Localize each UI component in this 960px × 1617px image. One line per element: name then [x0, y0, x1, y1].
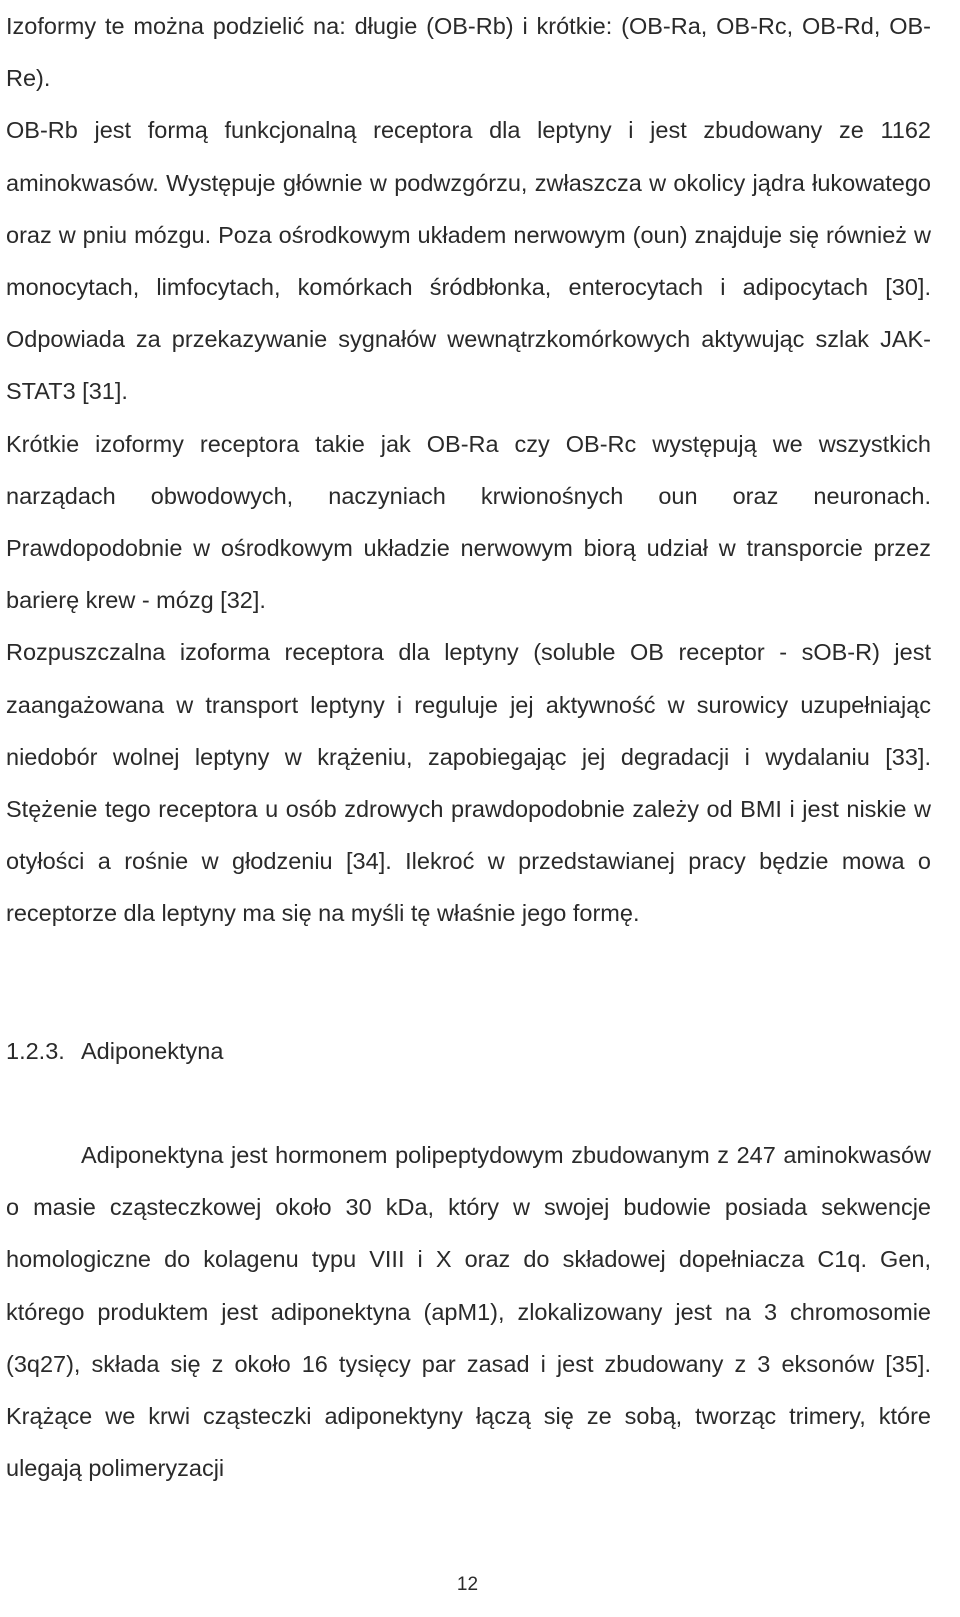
page-number: 12 [456, 1574, 479, 1595]
section-heading [6, 1025, 223, 1077]
paragraph-izoformy: Izoformy te można podzielić na: długie (OB-Rb) i krótkie: (OB-Ra, OB-Rc, OB-Rd, OB-Re). [6, 13, 931, 92]
paragraph-ob-rb: OB-Rb jest formą funkcjonalną receptora dla leptyny i jest zbudowany ze 1162 aminokwasów. Występuje głównie w podwzgórzu, zwłaszcza w okolicy jądra łukowatego oraz w pniu mózgu. Poza ośrodkowym układem nerwowym (oun) znajduje się również w monocytach, limfocytach, komórkach śródbłonka, enterocytach i adipocytach [30]. Odpowiada za przekazywanie sygnałów wewnątrzkomórkowych aktywując szlak JAK-STAT3 [31]. [6, 117, 931, 405]
paragraph-soluble-receptor: Rozpuszczalna izoforma receptora dla leptyny (soluble OB receptor - sOB-R) jest zaangażowana w transport leptyny i reguluje jej aktywność w surowicy uzupełniając niedobór wolnej leptyny w krążeniu, zapobiegając jej degradacji i wydalaniu [33]. Stężenie tego receptora u osób zdrowych prawdopodobnie zależy od BMI i jest niskie w otyłości a rośnie w głodzeniu [34]. Ilekroć w przedstawianej pracy będzie mowa o receptorze dla leptyny ma się na myśli tę właśnie jego formę. [6, 639, 931, 927]
paragraph-adiponectin: Adiponektyna jest hormonem polipeptydowym zbudowanym z 247 aminokwasów o masie cząsteczkowej około 30 kDa, który w swojej budowie posiada sekwencje homologiczne do kolagenu typu VIII i X oraz do składowej dopełniacza C1q. Gen, którego produktem jest adiponektyna (apM1), zlokalizowany jest na 3 chromosomie (3q27), składa się z około 16 tysięcy par zasad i jest zbudowany z 3 eksonów [35]. Krążące we krwi cząsteczki adiponektyny łączą się ze sobą, tworząc trimery, które ulegają polimeryzacji [6, 1142, 931, 1482]
section-title: Adiponektyna [81, 1038, 224, 1064]
section-number: 1.2.3. [6, 1038, 65, 1064]
body-text-top [6, 0, 931, 940]
paragraph-short-isoforms: Krótkie izoformy receptora takie jak OB-Ra czy OB-Rc występują we wszystkich narządach obwodowych, naczyniach krwionośnych oun oraz neuronach. Prawdopodobnie w ośrodkowym układzie nerwowym biorą udział w transporcie przez barierę krew - mózg [32]. [6, 430, 931, 614]
body-text-adiponectin [6, 1129, 931, 1494]
